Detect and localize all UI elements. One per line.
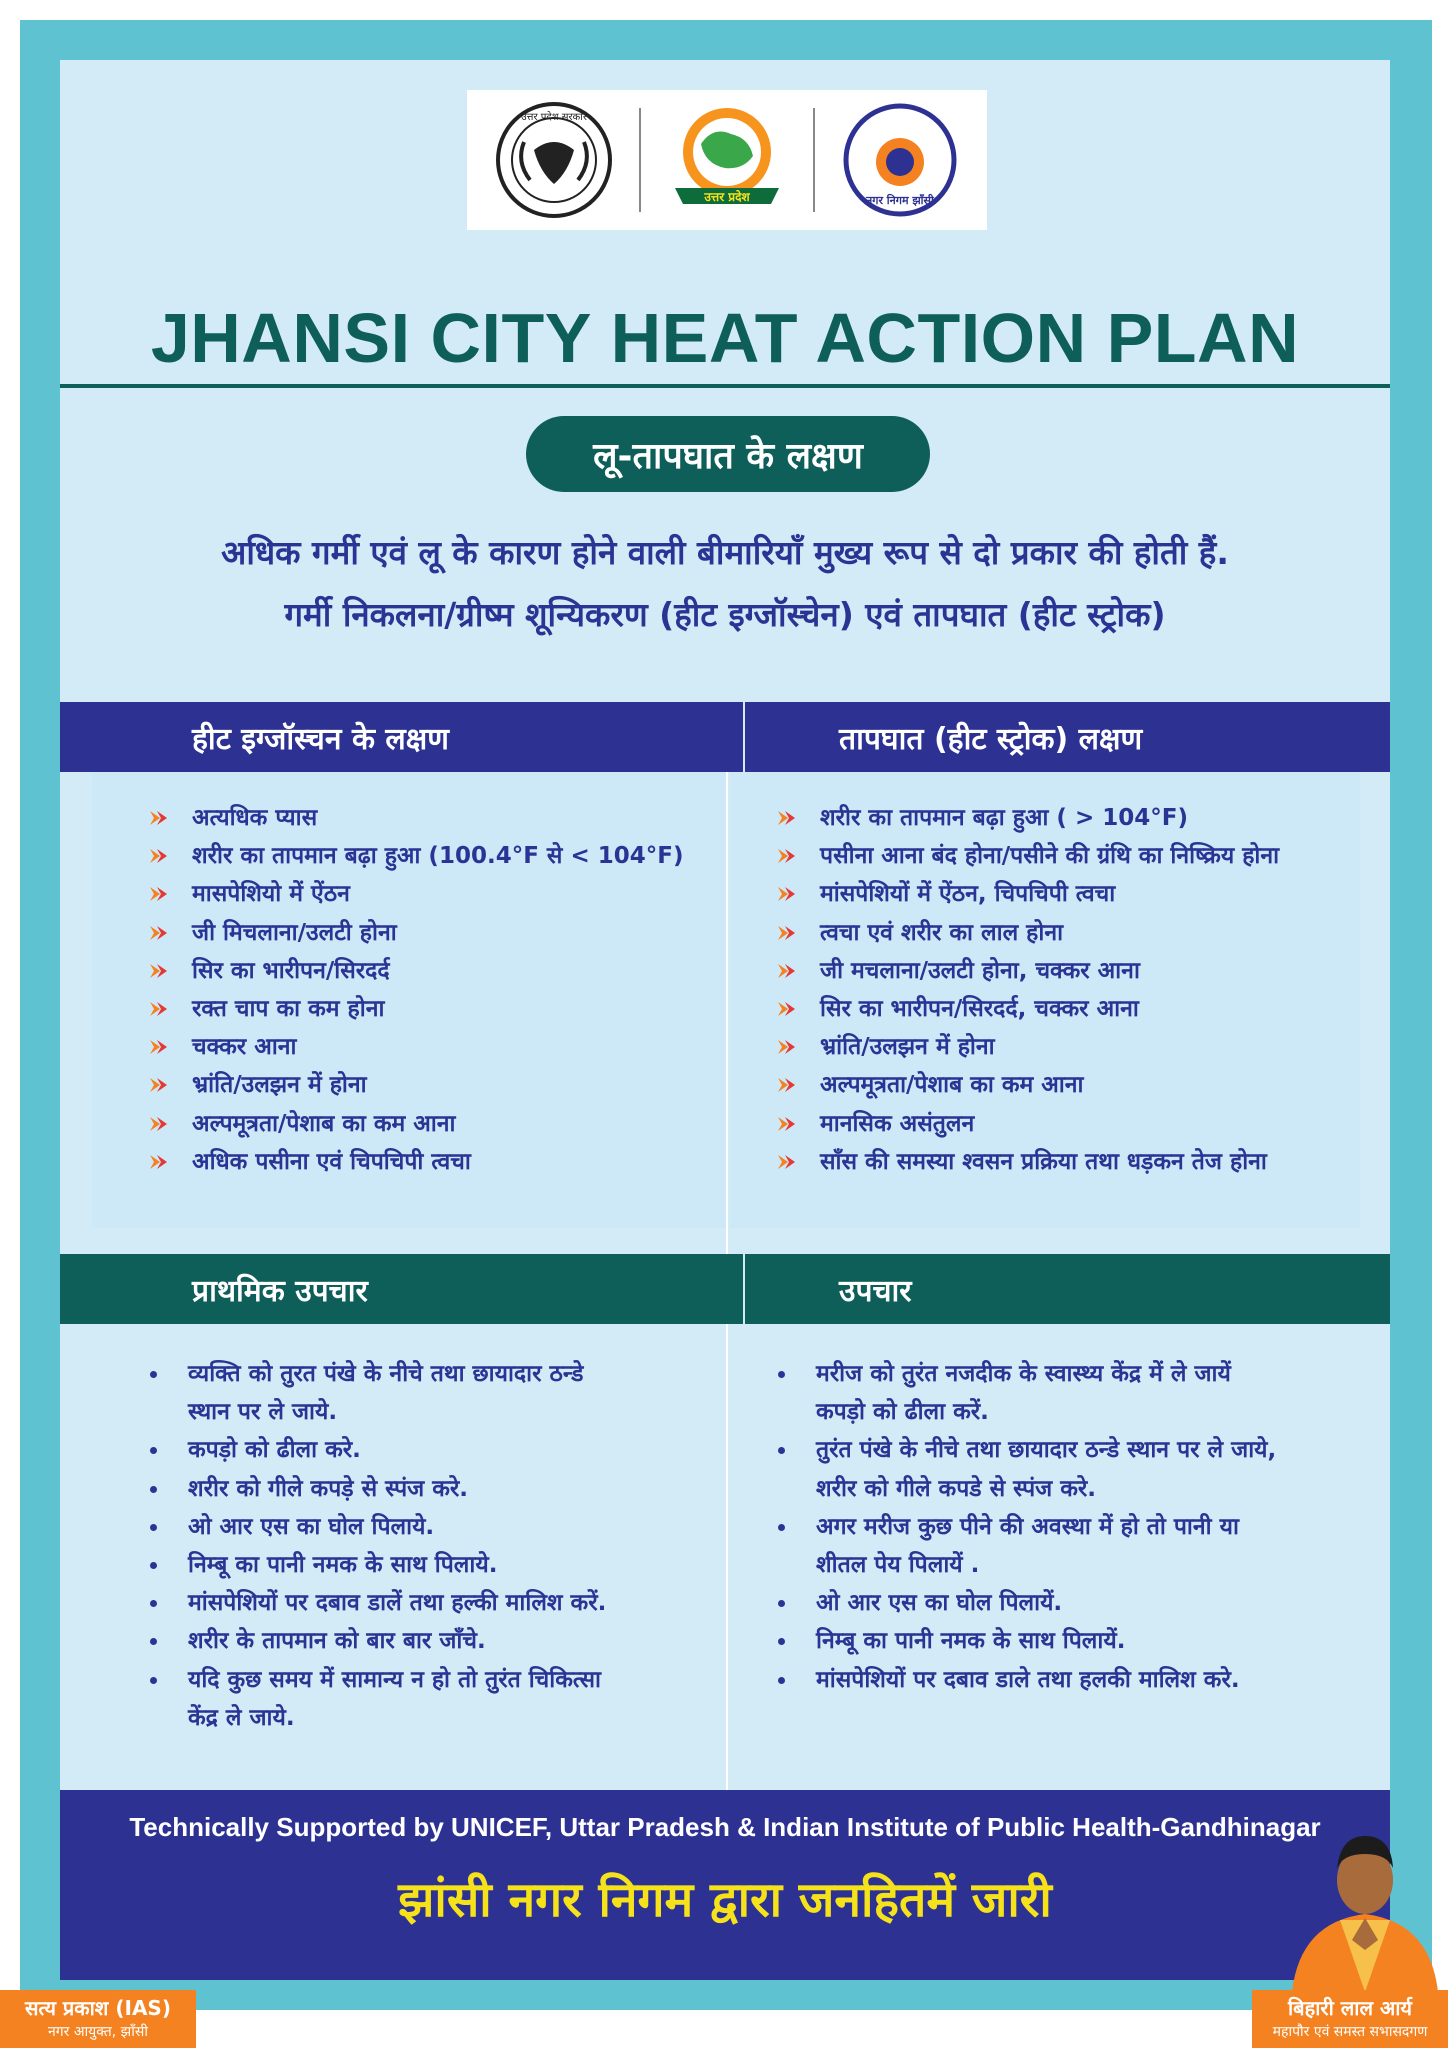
first-aid-list [148,1355,606,1737]
arrow-bullet-icon [148,925,170,941]
page-title: JHANSI CITY HEAT ACTION PLAN [150,299,1300,377]
list-item: सिर का भारीपन/सिरदर्द [148,952,683,990]
support-credit: Technically Supported by UNICEF, Uttar Pradesh & Indian Institute of Public Health-Gandhinagar [129,1812,1321,1842]
logo-separator [639,108,641,212]
treatment-header [60,1254,1390,1324]
list-item: कपड़ो को ढीला करे. [148,1431,606,1469]
list-item: शरीर को गीले कपड़े से स्पंज करे. [148,1470,606,1508]
arrow-bullet-icon [148,848,170,864]
bullet-icon [150,1677,157,1684]
list-item: भ्रांति/उलझन में होना [148,1066,683,1104]
bullet-icon [150,1486,157,1493]
list-item: पसीना आना बंद होना/पसीने की ग्रंथि का निष्क्रिय होना [776,837,1279,875]
bullet-icon [150,1562,157,1569]
list-item: ओ आर एस का घोल पिलायें. [776,1584,1276,1622]
mayor-name: बिहारी लाल आर्य [1287,1996,1413,2020]
up-health-text: उत्तर प्रदेश [704,190,750,204]
bullet-icon [150,1600,157,1607]
bullet-icon [150,1447,157,1454]
title-underline [60,384,1390,388]
treatment-title: उपचार [743,1254,1390,1324]
list-item-continued: शीतल पेय पिलायें . [816,1551,980,1578]
treatment-list [776,1355,1276,1699]
arrow-bullet-icon [776,1039,798,1055]
list-item: मानसिक असंतुलन [776,1105,1279,1143]
list-item: मांसपेशियों पर दबाव डालें तथा हल्की मालिश करें. [148,1584,606,1622]
arrow-bullet-icon [148,1116,170,1132]
list-item: मांसपेशियों में ऐंठन, चिपचिपी त्वचा [776,875,1279,913]
bullet-icon [150,1371,157,1378]
list-item: तुरंत पंखे के नीचे तथा छायादार ठन्डे स्थान पर ले जाये, [776,1431,1276,1469]
list-item: रक्त चाप का कम होना [148,990,683,1028]
bullet-icon [150,1638,157,1645]
heat-stroke-title: तापघात (हीट स्ट्रोक) लक्षण [743,702,1390,772]
arrow-bullet-icon [776,963,798,979]
bullet-icon [778,1677,785,1684]
heat-exhaustion-title: हीट इग्जॉस्चन के लक्षण [192,721,449,757]
arrow-bullet-icon [148,1077,170,1093]
list-item-continued: शरीर को गीले कपडे से स्पंज करे. [816,1475,1097,1502]
list-item: यदि कुछ समय में सामान्य न हो तो तुरंत चिकित्सा [148,1661,606,1699]
intro-line-2: गर्मी निकलना/ग्रीष्म शून्यिकरण (हीट इग्जॉस्चेन) एवं तापघात (हीट स्ट्रोक) [284,595,1166,634]
bullet-icon [778,1447,785,1454]
intro-text [80,522,1370,646]
nagar-nigam-text: नगर निगम झाँसी [866,194,934,207]
up-seal-text: उत्तर प्रदेश सरकार [520,112,587,123]
list-item: मरीज को तुरंत नजदीक के स्वास्थ्य केंद्र में ले जायें [776,1355,1276,1393]
first-aid-title: प्राथमिक उपचार [192,1273,368,1309]
list-item: अधिक पसीना एवं चिपचिपी त्वचा [148,1143,683,1181]
list-item: शरीर का तापमान बढ़ा हुआ ( > 104°F) [776,799,1279,837]
list-item: शरीर का तापमान बढ़ा हुआ (100.4°F से < 104°F) [148,837,683,875]
mayor-portrait-icon [1282,1820,1448,1992]
logo-separator [813,108,815,212]
section-pill: लू-तापघात के लक्षण [526,416,930,492]
list-item: अल्पमूत्रता/पेशाब का कम आना [148,1105,683,1143]
arrow-bullet-icon [776,848,798,864]
bullet-icon [778,1524,785,1531]
commissioner-designation: नगर आयुक्त, झाँसी [48,2024,148,2040]
arrow-bullet-icon [776,1154,798,1170]
arrow-bullet-icon [776,1001,798,1017]
list-item: व्यक्ति को तुरत पंखे के नीचे तथा छायादार ठन्डे [148,1355,606,1393]
logo-strip [467,90,987,230]
list-item: मासपेशियो में ऐंठन [148,875,683,913]
list-item: जी मचलाना/उलटी होना, चक्कर आना [776,952,1279,990]
list-item: भ्रांति/उलझन में होना [776,1028,1279,1066]
list-item-continued: स्थान पर ले जाये. [188,1399,338,1426]
mayor-badge [1252,1990,1448,2048]
bullet-icon [778,1600,785,1607]
list-item: चक्कर आना [148,1028,683,1066]
intro-line-1: अधिक गर्मी एवं लू के कारण होने वाली बीमारियाँ मुख्य रूप से दो प्रकार की होती हैं. [221,533,1229,572]
list-item: अल्पमूत्रता/पेशाब का कम आना [776,1066,1279,1104]
list-item: ओ आर एस का घोल पिलाये. [148,1508,606,1546]
symptoms-header [60,702,1390,772]
arrow-bullet-icon [148,1001,170,1017]
heat-stroke-list [776,799,1279,1181]
arrow-bullet-icon [776,1116,798,1132]
arrow-bullet-icon [148,886,170,902]
arrow-bullet-icon [776,1077,798,1093]
bullet-icon [778,1371,785,1378]
nagar-nigam-jhansi-logo-icon [840,100,960,220]
list-item: शरीर के तापमान को बार बार जाँचे. [148,1622,606,1660]
arrow-bullet-icon [148,1039,170,1055]
bullet-icon [150,1524,157,1531]
up-government-seal-icon [494,100,614,220]
list-item-continued: कपड़ो को ढीला करें. [816,1399,989,1426]
up-health-mission-logo-icon [667,100,787,220]
list-item: अत्यधिक प्यास [148,799,683,837]
commissioner-badge [0,1990,196,2048]
list-item: निम्बू का पानी नमक के साथ पिलाये. [148,1546,606,1584]
commissioner-name: सत्य प्रकाश (IAS) [25,1996,171,2020]
list-item: त्वचा एवं शरीर का लाल होना [776,914,1279,952]
arrow-bullet-icon [148,1154,170,1170]
list-item: निम्बू का पानी नमक के साथ पिलायें. [776,1622,1276,1660]
list-item: सिर का भारीपन/सिरदर्द, चक्कर आना [776,990,1279,1028]
arrow-bullet-icon [148,810,170,826]
heat-exhaustion-list [148,799,683,1181]
list-item-continued: केंद्र ले जाये. [188,1704,295,1731]
list-item: अगर मरीज कुछ पीने की अवस्था में हो तो पानी या [776,1508,1276,1546]
list-item: मांसपेशियों पर दबाव डाले तथा हलकी मालिश करे. [776,1661,1276,1699]
arrow-bullet-icon [776,886,798,902]
list-item: जी मिचलाना/उलटी होना [148,914,683,952]
arrow-bullet-icon [148,963,170,979]
footer-band [60,1790,1390,1980]
arrow-bullet-icon [776,925,798,941]
arrow-bullet-icon [776,810,798,826]
list-item: साँस की समस्या श्वसन प्रक्रिया तथा धड़कन तेज होना [776,1143,1279,1181]
mayor-designation: महापौर एवं समस्त सभासदगण [1272,2024,1428,2040]
issued-by-text: झांसी नगर निगम द्वारा जनहितमें जारी [398,1872,1052,1928]
column-divider [726,1324,728,1790]
column-divider [726,772,728,1254]
bullet-icon [778,1638,785,1645]
